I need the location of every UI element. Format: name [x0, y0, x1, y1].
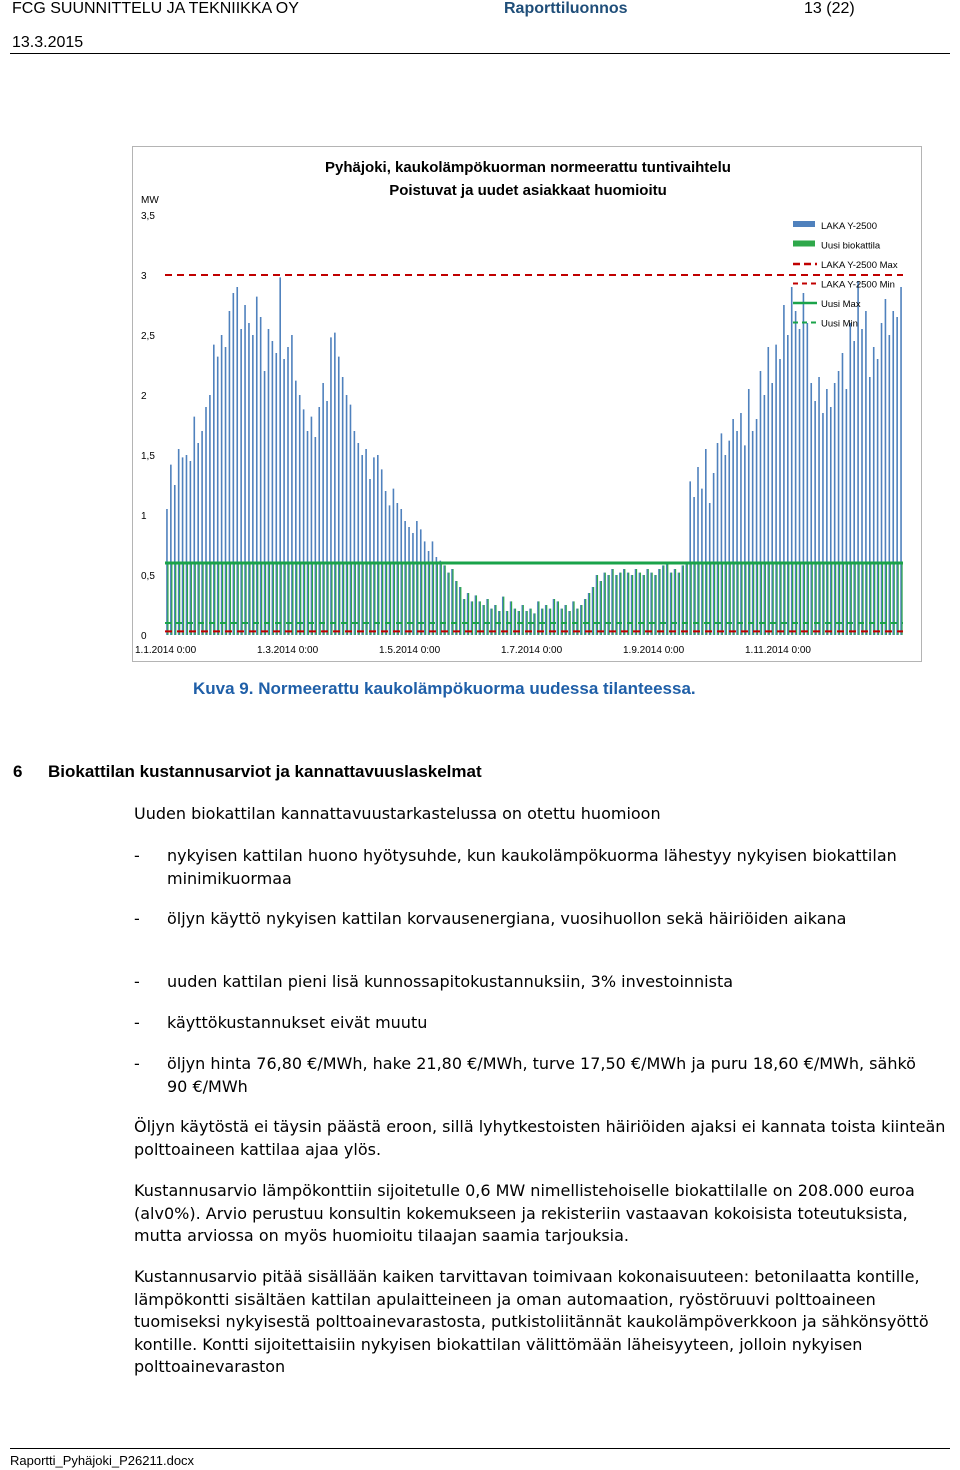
list-bullet: -	[134, 1013, 140, 1032]
document-type: Raporttiluonnos	[504, 0, 628, 17]
legend-label: LAKA Y-2500 Max	[821, 260, 898, 271]
y-axis-ticks	[141, 211, 155, 642]
legend-label: Uusi Min	[821, 318, 858, 330]
list-item-text: nykyisen kattilan huono hyötysuhde, kun kaukolämpökuorma lähestyy nykyisen biokattilan minimikuormaa	[167, 846, 897, 888]
company-name: FCG SUUNNITTELU JA TEKNIIKKA OY	[12, 0, 299, 17]
list-item-text: öljyn hinta 76,80 €/MWh, hake 21,80 €/MWh, turve 17,50 €/MWh ja puru 18,60 €/MWh, sähkö 90 €/MWh	[167, 1054, 916, 1096]
y-tick-label: 3,5	[141, 211, 155, 222]
chart-legend	[793, 221, 898, 330]
list-bullet: -	[134, 909, 140, 928]
section-number: 6	[13, 762, 23, 781]
document-date: 13.3.2015	[12, 34, 84, 51]
list-item-text: öljyn käyttö nykyisen kattilan korvausenergiana, vuosihuollon sekä häiriöiden aikana	[167, 909, 847, 928]
list-item	[134, 971, 924, 994]
section-heading	[13, 762, 482, 782]
chart-title: Pyhäjoki, kaukolämpökuorman normeerattu tuntivaihtelu	[325, 159, 731, 176]
list-item	[134, 845, 924, 890]
x-axis-ticks	[135, 645, 811, 656]
list-item-text: käyttökustannukset eivät muutu	[167, 1013, 428, 1032]
y-tick-label: 2	[141, 391, 147, 402]
list-bullet: -	[134, 972, 140, 991]
x-tick-label: 1.5.2014 0:00	[379, 645, 441, 656]
y-axis-label: MW	[141, 195, 159, 206]
y-tick-label: 1	[141, 511, 147, 522]
y-tick-label: 1,5	[141, 451, 155, 462]
legend-label: LAKA Y-2500 Min	[821, 279, 895, 291]
x-tick-label: 1.7.2014 0:00	[501, 645, 563, 656]
list-bullet: -	[134, 1054, 140, 1073]
load-chart	[132, 146, 922, 662]
legend-label: Uusi biokattila	[821, 240, 881, 252]
list-item	[134, 908, 924, 931]
page-header	[10, 0, 950, 54]
page-footer: Raportti_Pyhäjoki_P26211.docx	[10, 1448, 950, 1468]
figure-caption: Kuva 9. Normeerattu kaukolämpökuorma uudessa tilanteessa.	[193, 679, 696, 698]
body-paragraph: Öljyn käytöstä ei täysin päästä eroon, sillä lyhytkestoisten häiriöiden ajaksi ei kannata toista kiinteän polttoaineen kattilaa ajaa ylös.	[134, 1117, 946, 1159]
list-item	[134, 1012, 924, 1035]
legend-swatch	[793, 221, 815, 227]
list-item	[134, 1053, 924, 1098]
body-paragraph: Kustannusarvio lämpökonttiin sijoitetulle 0,6 MW nimellistehoiselle biokattilalle on 208.000 euroa (alv0%). Arvio perustuu konsultin kokemukseen ja rekisteriin vastaavan kokoisista toteutuksista, mutta arviossa on myös huomioitu tilaajan saamia tarjouksia.	[134, 1181, 915, 1246]
list-item-text: uuden kattilan pieni lisä kunnossapitokustannuksiin, 3% investoinnista	[167, 972, 734, 991]
x-tick-label: 1.11.2014 0:00	[745, 645, 811, 656]
legend-swatch	[793, 241, 815, 247]
bar-series	[167, 277, 902, 635]
legend-label: Uusi Max	[821, 299, 861, 310]
y-tick-label: 2,5	[141, 331, 155, 342]
x-tick-label: 1.9.2014 0:00	[623, 645, 685, 656]
x-tick-label: 1.3.2014 0:00	[257, 645, 319, 656]
x-tick-label: 1.1.2014 0:00	[135, 645, 197, 656]
y-tick-label: 3	[141, 271, 147, 282]
section-title-text: Biokattilan kustannusarviot ja kannattavuuslaskelmat	[48, 762, 482, 781]
legend-label: LAKA Y-2500	[821, 221, 877, 232]
body-paragraph: Kustannusarvio pitää sisällään kaiken tarvittavan toimivaan kokonaisuuteen: betonilaatta kontille, lämpökontti sisältäen kattilan apulaitteineen ja oman automaation, ryöstöruuvi polttoaineen tuomiseksi nykyisestä polttoainevarastosta, putkistoliitännät kaukolämpöverkkoon ja sähkönsyöttö kontille. Kontti sijoitettaisiin nykyisen biokattilan välittömään läheisyyteen, jolloin nykyisen polttoainevaraston	[134, 1267, 929, 1377]
y-tick-label: 0	[141, 631, 147, 642]
list-bullet: -	[134, 846, 140, 865]
intro-paragraph: Uuden biokattilan kannattavuustarkastelussa on otettu huomioon	[134, 804, 661, 823]
y-tick-label: 0,5	[141, 571, 155, 582]
chart-subtitle: Poistuvat ja uudet asiakkaat huomioitu	[389, 182, 667, 199]
page-number: 13 (22)	[804, 0, 855, 17]
chart-canvas	[133, 147, 921, 661]
